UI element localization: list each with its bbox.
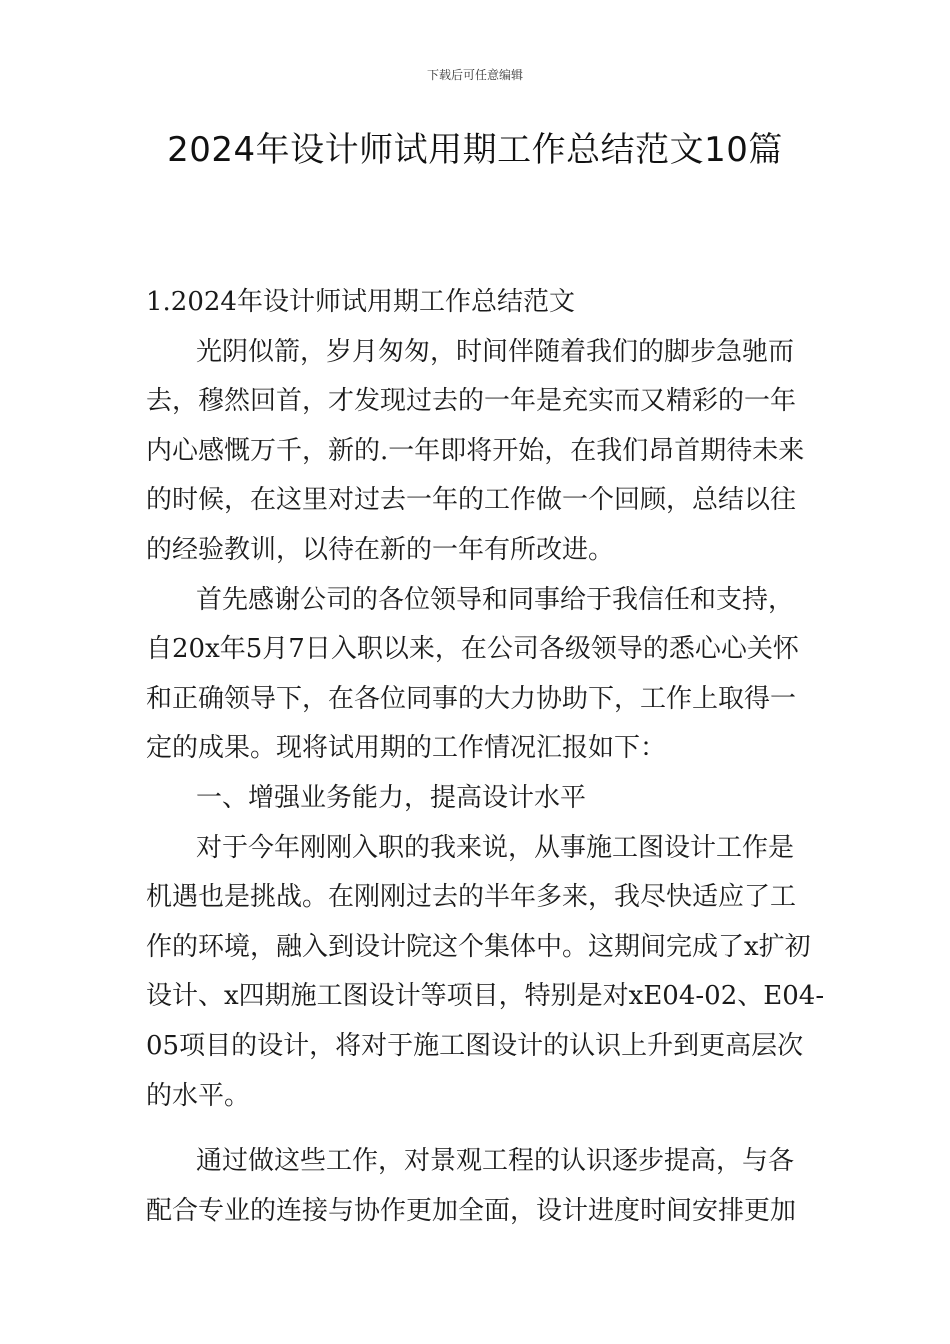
paragraph-line: 去，穆然回首，才发现过去的一年是充实而又精彩的一年 (146, 386, 797, 417)
paragraph-line: 内心感慨万千，新的.一年即将开始，在我们昂首期待未来 (146, 435, 805, 466)
paragraph-line: 的水平。 (146, 1080, 251, 1111)
paragraph-line: 自20x年5月7日入职以来，在公司各级领导的悉心心关怀 (146, 634, 799, 665)
subsection-heading: 一、增强业务能力，提高设计水平 (196, 782, 587, 813)
paragraph-line: 05项目的设计，将对于施工图设计的认识上升到更高层次 (146, 1030, 804, 1061)
paragraph-line: 的经验教训，以待在新的一年有所改进。 (146, 534, 615, 565)
header-note: 下载后可任意编辑 (426, 68, 523, 82)
paragraph-line: 作的环境，融入到设计院这个集体中。这期间完成了x扩初 (146, 931, 811, 962)
paragraph-line: 首先感谢公司的各位领导和同事给于我信任和支持， (196, 584, 795, 615)
paragraph-line: 定的成果。现将试用期的工作情况汇报如下： (146, 733, 667, 764)
paragraph-line: 通过做这些工作，对景观工程的认识逐步提高，与各 (196, 1146, 795, 1177)
paragraph-line: 光阴似箭，岁月匆匆，时间伴随着我们的脚步急驰而 (196, 336, 795, 367)
paragraph-line: 机遇也是挑战。在刚刚过去的半年多来，我尽快适应了工 (146, 882, 797, 913)
paragraph-line: 设计、x四期施工图设计等项目，特别是对xE04-02、E04- (146, 981, 825, 1012)
document-title: 2024年设计师试用期工作总结范文10篇 (167, 130, 783, 170)
paragraph-line: 和正确领导下，在各位同事的大力协助下，工作上取得一 (146, 683, 797, 714)
paragraph-line: 的时候，在这里对过去一年的工作做一个回顾，总结以往 (146, 485, 797, 516)
section-heading: 1.2024年设计师试用期工作总结范文 (146, 287, 575, 317)
paragraph-line: 对于今年刚刚入职的我来说，从事施工图设计工作是 (196, 832, 795, 863)
document-body (146, 278, 825, 1236)
paragraph-line: 配合专业的连接与协作更加全面，设计进度时间安排更加 (146, 1195, 797, 1226)
paragraph-gap (146, 1121, 810, 1137)
